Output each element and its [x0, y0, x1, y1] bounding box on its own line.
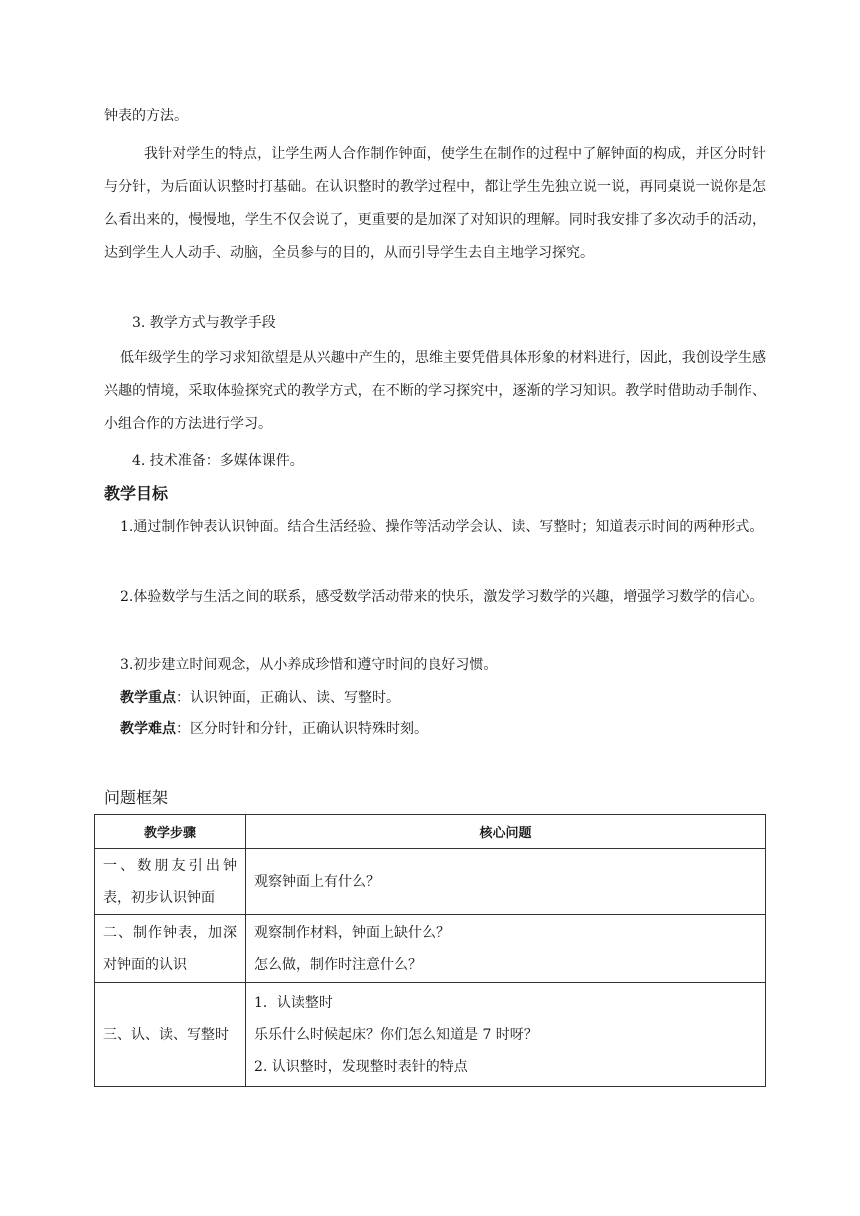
- key-point: [120, 688, 400, 708]
- difficult-point: [120, 719, 428, 739]
- question-text: 2. 认识整时，发现整时表针的特点: [254, 1058, 468, 1075]
- goal-2: 2.体验数学与生活之间的联系，感受数学活动带来的快乐，激发学习数学的兴趣，增强学习数学的信心。: [120, 589, 764, 605]
- step-cell: 一、数朋友引出钟表，初步认识钟面: [95, 849, 246, 915]
- difficult-point-text: ：区分时针和分针，正确认识特殊时刻。: [176, 721, 428, 737]
- header-step: 教学步骤: [95, 815, 246, 849]
- step-cell: 二、制作钟表，加深对钟面的认识: [95, 915, 246, 983]
- table-row: [95, 915, 766, 983]
- question-framework-table: [94, 814, 766, 1087]
- header-question: 核心问题: [246, 815, 766, 849]
- intro-tail: 钟表的方法。: [104, 108, 188, 124]
- question-text: 1．认读整时: [254, 994, 333, 1011]
- table-header-row: [95, 815, 766, 849]
- goal-1: 1.通过制作钟表认识钟面。结合生活经验、操作等活动学会认、读、写整时；知道表示时间的两种形式。: [120, 519, 764, 535]
- table-row: [95, 983, 766, 1087]
- item3-title: 3. 教学方式与教学手段: [132, 315, 276, 331]
- question-text: 观察钟面上有什么？: [254, 873, 380, 890]
- key-point-label: 教学重点: [120, 690, 176, 706]
- question-text: 观察制作材料，钟面上缺什么？: [254, 924, 450, 941]
- table-row: [95, 849, 766, 915]
- goals-heading: 教学目标: [104, 484, 169, 503]
- question-text: 怎么做，制作时注意什么？: [254, 956, 422, 973]
- method-paragraph: 我针对学生的特点，让学生两人合作制作钟面，使学生在制作的过程中了解钟面的构成，并区分时针与分针，为后面认识整时打基础。在认识整时的教学过程中，都让学生先独立说一说，再同桌说一说你是怎么看出来的，慢慢地，学生不仅会说了，更重要的是加深了对知识的理解。同时我安排了多次动手的活动，达到学生人人动手、动脑，全员参与的目的，从而引导学生去自主地学习探究。: [104, 146, 766, 261]
- item3-paragraph: 低年级学生的学习求知欲望是从兴趣中产生的，思维主要凭借具体形象的材料进行，因此，我创设学生感兴趣的情境，采取体验探究式的教学方式，在不断的学习探究中，逐渐的学习知识。教学时借助动手制作、小组合作的方法进行学习。: [104, 350, 766, 432]
- key-point-text: ：认识钟面，正确认、读、写整时。: [176, 690, 400, 706]
- question-cell: [246, 915, 766, 983]
- step-cell: 三、认、读、写整时: [95, 983, 246, 1087]
- goal-3: 3.初步建立时间观念，从小养成珍惜和遵守时间的良好习惯。: [120, 657, 498, 673]
- question-cell: [246, 983, 766, 1087]
- framework-heading: 问题框架: [104, 788, 169, 807]
- item4-text: 4. 技术准备：多媒体课件。: [132, 453, 304, 469]
- question-cell: [246, 849, 766, 915]
- question-text: 乐乐什么时候起床？你们怎么知道是 7 时呀？: [254, 1026, 538, 1043]
- difficult-point-label: 教学难点: [120, 721, 176, 737]
